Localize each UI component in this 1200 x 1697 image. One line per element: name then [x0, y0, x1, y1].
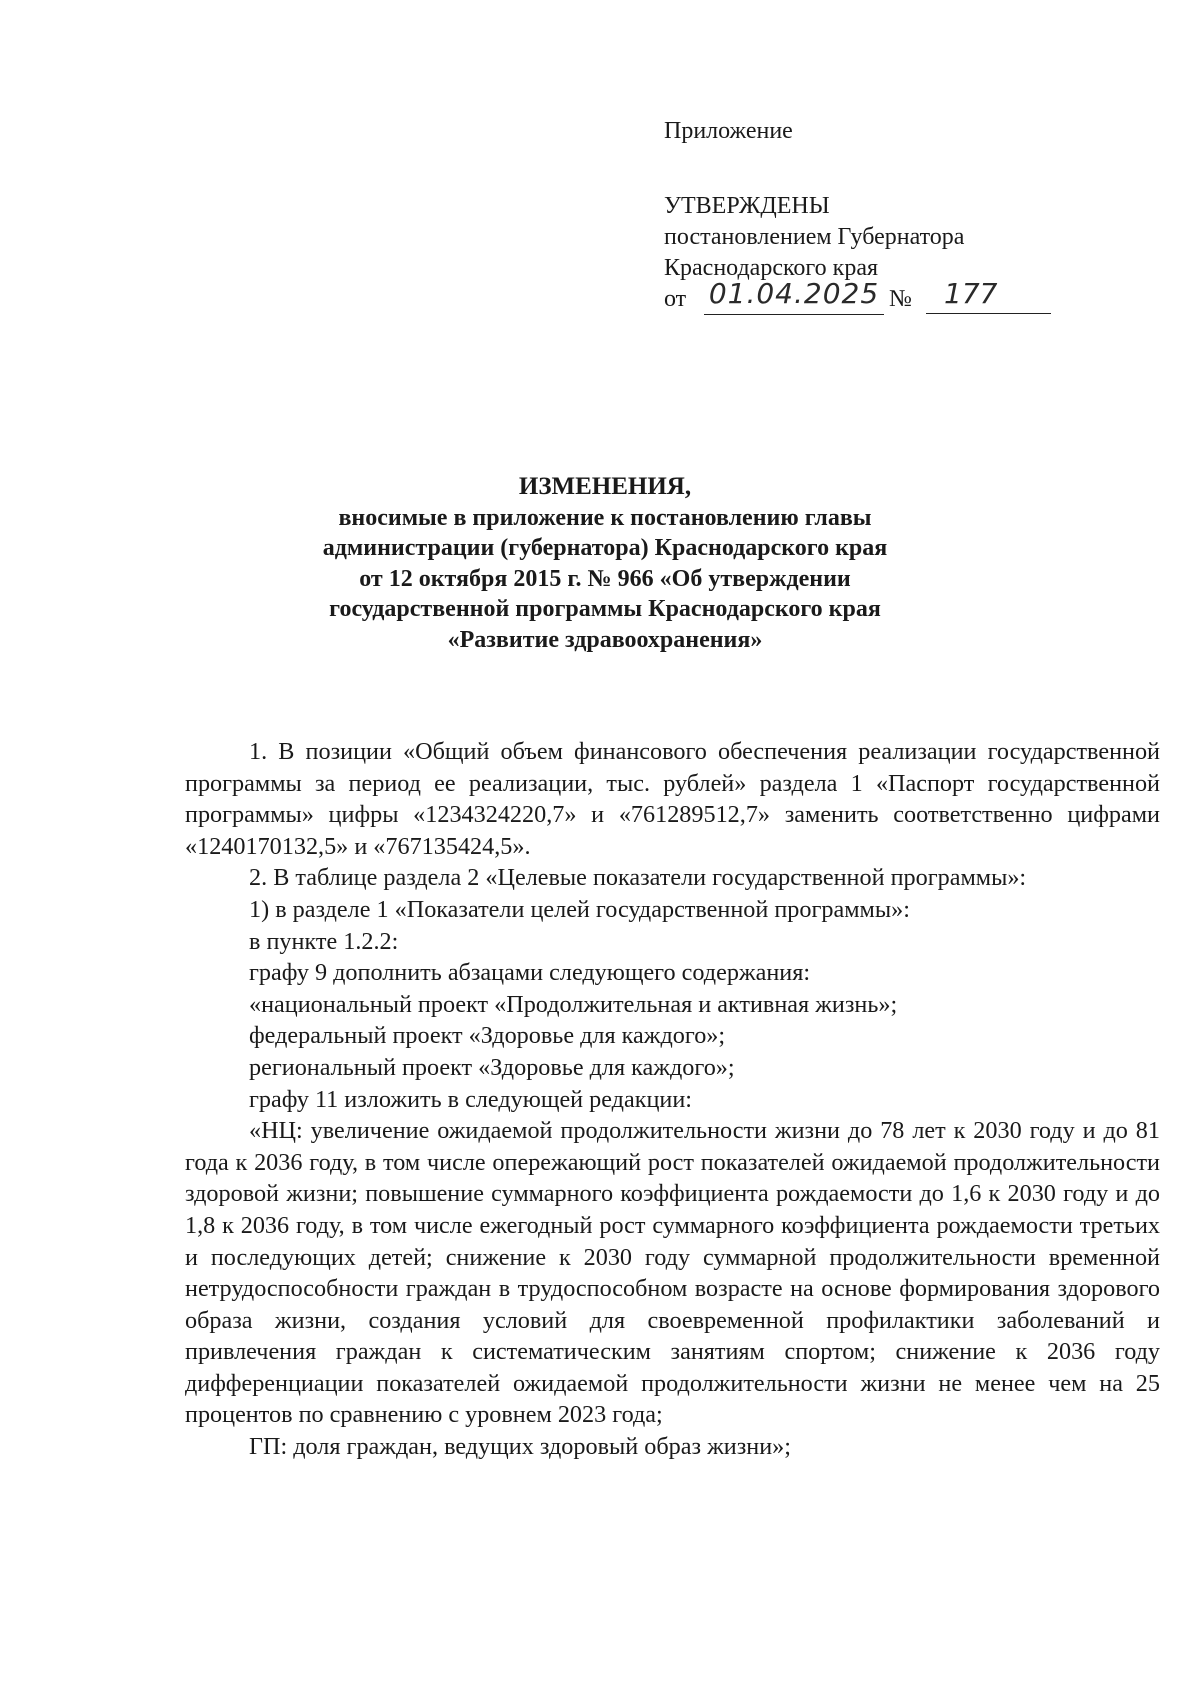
appendix-label: Приложение	[664, 118, 793, 144]
document-body	[185, 736, 1160, 1463]
paragraph-3: 1) в разделе 1 «Показатели целей государственной программы»:	[249, 895, 910, 923]
approved-label: УТВЕРЖДЕНЫ	[664, 193, 830, 219]
paragraph-7: федеральный проект «Здоровье для каждого»;	[249, 1022, 726, 1050]
title-line-1: вносимые в приложение к постановлению главы	[338, 504, 872, 531]
approval-date-line	[664, 277, 1104, 318]
approved-by-line-2: Краснодарского края	[664, 255, 879, 281]
title-line-4: государственной программы Краснодарского края	[329, 596, 881, 622]
paragraph-8: региональный проект «Здоровье для каждого»;	[249, 1053, 735, 1081]
handwritten-date: 01.04.2025	[704, 278, 884, 315]
paragraph-5: графу 9 дополнить абзацами следующего содержания:	[249, 959, 811, 987]
paragraph-2: 2. В таблице раздела 2 «Целевые показатели государственной программы»:	[249, 864, 1027, 892]
paragraph-11: ГП: доля граждан, ведущих здоровый образ жизни»;	[249, 1433, 791, 1461]
paragraph-4: в пункте 1.2.2:	[249, 927, 399, 955]
title-line-2: администрации (губернатора) Краснодарского края	[322, 535, 888, 561]
approval-block	[664, 116, 1104, 318]
title-line-3: от 12 октября 2015 г. № 966 «Об утверждении	[359, 565, 851, 592]
handwritten-number: 177	[926, 278, 1051, 314]
paragraph-10: «НЦ: увеличение ожидаемой продолжительности жизни до 78 лет к 2030 году и до 81 года к 2036 году, в том числе опережающий рост показателей ожидаемой продолжительности здоровой жизни; повышение суммарного коэффициента рождаемости до 1,6 к 2030 году и до 1,8 к 2036 году, в том числе ежегодный рост суммарного коэффициента рождаемости третьих и последующих детей; снижение к 2030 году суммарной продолжительности временной нетрудоспособности граждан в трудоспособном возрасте на основе формирования здорового образа жизни, создания условий для своевременной профилактики заболеваний и привлечения граждан к систематическим занятиям спортом; снижение к 2036 году дифференциации показателей ожидаемой продолжительности жизни не менее чем на 25 процентов по сравнению с уровнем 2023 года;	[185, 1117, 1160, 1429]
title-line-5: «Развитие здравоохранения»	[447, 626, 763, 653]
title-heading: ИЗМЕНЕНИЯ,	[518, 473, 692, 500]
number-sign: №	[889, 286, 912, 312]
paragraph-9: графу 11 изложить в следующей редакции:	[249, 1085, 693, 1113]
document-title	[250, 472, 960, 655]
date-prefix: от	[664, 286, 687, 312]
paragraph-6: «национальный проект «Продолжительная и активная жизнь»;	[249, 990, 898, 1018]
paragraph-1: 1. В позиции «Общий объем финансового обеспечения реализации государственной программы за период ее реализации, тыс. рублей» раздела 1 «Паспорт государственной программы» цифры «1234324220,7» и «761289512,7» заменить соответственно цифрами «1240170132,5» и «767135424,5».	[185, 738, 1160, 860]
approved-by-line-1: постановлением Губернатора	[664, 224, 965, 250]
